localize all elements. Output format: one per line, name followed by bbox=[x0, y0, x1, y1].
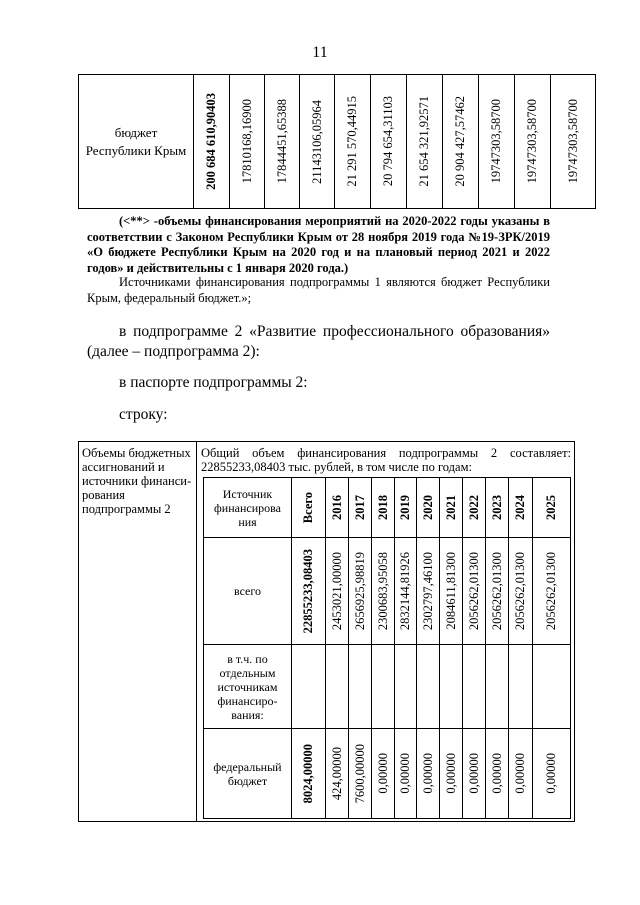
top-row-label-line1: бюджет bbox=[114, 124, 158, 140]
row-value: 0,00000 bbox=[420, 753, 435, 794]
header-total: Всего bbox=[301, 491, 316, 524]
top-value: 20 904 427,57462 bbox=[453, 96, 468, 187]
footnote-block bbox=[87, 214, 550, 276]
top-value: 19747303,58700 bbox=[489, 99, 504, 184]
row-value: 2056262,01300 bbox=[544, 551, 559, 631]
row-value: 2300683,95058 bbox=[375, 551, 390, 631]
header-source: Источник финансирова ния bbox=[204, 478, 292, 538]
row-value: 7600,00000 bbox=[352, 743, 367, 804]
table-row bbox=[204, 538, 571, 645]
row-value: 0,00000 bbox=[513, 753, 528, 794]
row-total-value: 8024,00000 bbox=[301, 743, 316, 804]
row-value: 2453021,00000 bbox=[329, 551, 344, 631]
header-year: 2024 bbox=[513, 495, 528, 520]
footnote-sources: Источниками финансирования подпрограммы 1 являются бюджет Республики Крым, федеральный бюджет.»; bbox=[87, 275, 550, 305]
top-budget-table bbox=[78, 74, 596, 209]
header-year: 2025 bbox=[544, 495, 559, 520]
header-year: 2023 bbox=[489, 495, 504, 520]
top-row-label-line2: Республики Крым bbox=[85, 142, 187, 158]
row-value: 2056262,01300 bbox=[513, 551, 528, 631]
top-value: 20 794 654,31103 bbox=[381, 96, 396, 187]
row-total-value: 22855233,08403 bbox=[301, 548, 316, 634]
footnote-bold-text: (<**> -объемы финансирования мероприятий на 2020-2022 годы указаны в соответствии с Законом Республики Крым от 28 ноября 2019 года №19-ЗРК/2019 «О бюджете Республики Крым на 2020 год и на плановый период 2021 и 2022 годов» и действительны с 1 января 2020 года.) bbox=[87, 214, 550, 275]
row-value: 2832144,81926 bbox=[398, 551, 413, 631]
row-value: 424,00000 bbox=[329, 746, 344, 801]
page-number: 11 bbox=[312, 44, 328, 61]
paragraph-passport: в паспорте подпрограммы 2: bbox=[119, 374, 308, 391]
top-value: 17810168,16900 bbox=[239, 99, 254, 184]
paragraph-subprogram2: в подпрограмме 2 «Развитие профессионального образования» (далее – подпрограмма 2): bbox=[87, 323, 550, 360]
header-year: 2020 bbox=[420, 495, 435, 520]
top-value: 19747303,58700 bbox=[525, 99, 540, 184]
paragraph-row: строку: bbox=[119, 406, 168, 423]
row-value: 0,00000 bbox=[544, 753, 559, 794]
header-year: 2021 bbox=[443, 495, 458, 520]
row-value: 0,00000 bbox=[375, 753, 390, 794]
row-value: 2084611,81300 bbox=[443, 552, 458, 630]
row-value: 2056262,01300 bbox=[489, 551, 504, 631]
row-value: 2302797,46100 bbox=[420, 551, 435, 631]
row-label-total: всего bbox=[204, 538, 292, 645]
funding-header-row bbox=[204, 478, 571, 538]
top-total-value: 200 684 610,90403 bbox=[204, 93, 219, 190]
funding-table bbox=[203, 477, 571, 819]
row-value: 0,00000 bbox=[466, 753, 481, 794]
table-row bbox=[204, 645, 571, 729]
header-year: 2019 bbox=[398, 495, 413, 520]
row-value: 0,00000 bbox=[443, 753, 458, 794]
table-row bbox=[204, 729, 571, 819]
row-value: 2656925,98819 bbox=[352, 551, 367, 631]
header-year: 2022 bbox=[466, 495, 481, 520]
row-value: 2056262,01300 bbox=[466, 551, 481, 631]
header-year: 2017 bbox=[352, 495, 367, 520]
top-value: 21 291 570,44915 bbox=[345, 96, 360, 187]
funding-label: Объемы бюджетных ассигнований и источники финанси-рования подпрограммы 2 bbox=[82, 446, 192, 516]
row-label-sources: в т.ч. по отдельным источникам финансиро-вания: bbox=[204, 645, 292, 729]
row-value: 0,00000 bbox=[489, 753, 504, 794]
header-year: 2016 bbox=[329, 495, 344, 520]
funding-total-text: Общий объем финансирования подпрограммы 2 составляет: 22855233,08403 тыс. рублей, в том числе по годам: bbox=[201, 446, 571, 474]
bottom-table-divider bbox=[196, 441, 197, 822]
top-value: 21143106,05964 bbox=[309, 99, 324, 184]
top-value: 21 654 321,92571 bbox=[417, 96, 432, 187]
top-row-label bbox=[79, 75, 194, 209]
top-value: 19747303,58700 bbox=[565, 99, 580, 184]
header-year: 2018 bbox=[375, 495, 390, 520]
row-value: 0,00000 bbox=[398, 753, 413, 794]
row-label-federal: федеральный бюджет bbox=[204, 729, 292, 819]
top-value: 17844451,65388 bbox=[274, 99, 289, 184]
